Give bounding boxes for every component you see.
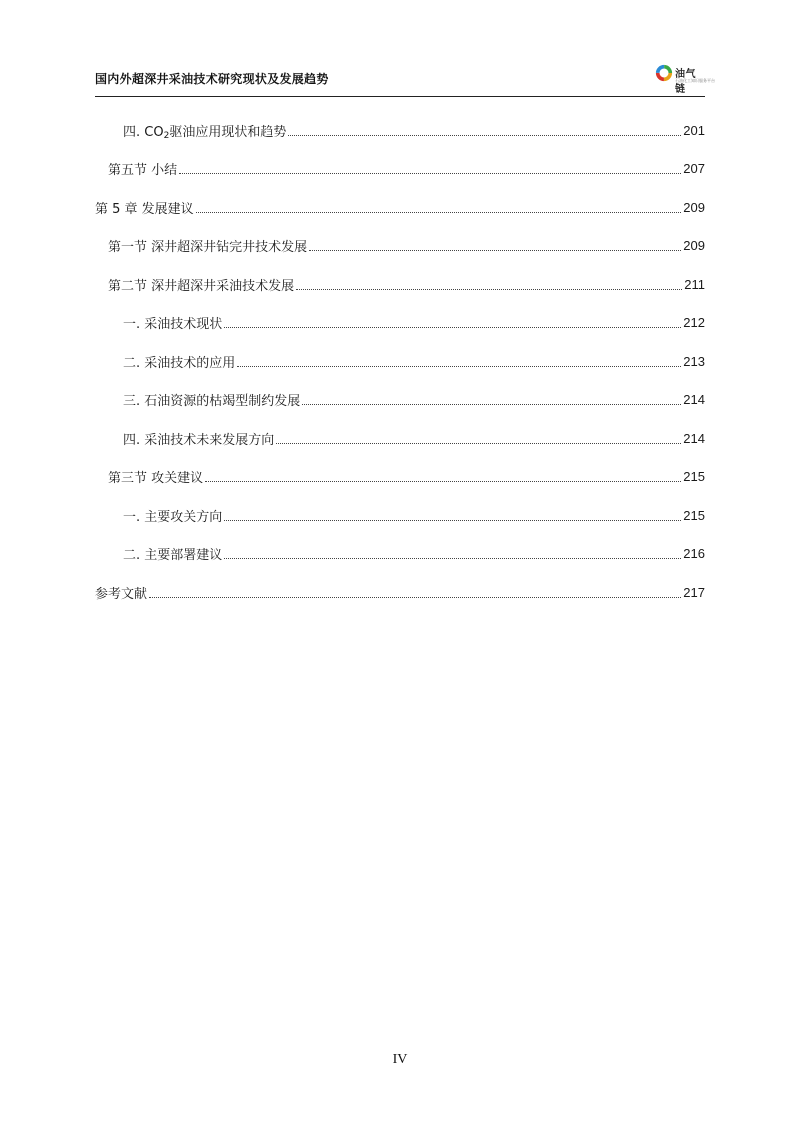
logo-name: 油气链 xyxy=(675,69,696,95)
toc-entry-page: 201 xyxy=(683,122,705,138)
toc-entry[interactable] xyxy=(95,458,705,497)
toc-entry-page: 213 xyxy=(683,353,705,369)
dot-leader xyxy=(224,558,681,559)
toc-entry[interactable] xyxy=(95,188,705,227)
ring-logo-icon xyxy=(655,64,673,82)
toc-entry[interactable] xyxy=(95,381,705,420)
toc-entry[interactable] xyxy=(95,419,705,458)
toc-entry-label: 四. $CO_2$驱油应用现状和趋势 xyxy=(123,124,287,141)
toc-entry-label: 第三节 攻关建议 xyxy=(108,471,204,487)
toc-entry-page: 215 xyxy=(683,469,705,485)
toc-entry-label: 参考文献 xyxy=(95,586,148,602)
toc-entry-label: 一. 主要攻关方向 xyxy=(123,509,223,525)
dot-leader xyxy=(224,327,681,328)
dot-leader xyxy=(296,289,682,290)
toc-entry-page: 212 xyxy=(683,315,705,331)
logo-tagline: 石油化工知识服务平台 xyxy=(675,78,715,83)
toc-entry[interactable] xyxy=(95,496,705,535)
toc-entry-page: 214 xyxy=(683,430,705,446)
toc-entry-label: 一. 采油技术现状 xyxy=(123,317,223,333)
toc-entry-label: 二. 主要部署建议 xyxy=(123,548,223,564)
toc-entry[interactable] xyxy=(95,227,705,266)
dot-leader xyxy=(309,250,681,251)
toc-entry-page: 216 xyxy=(683,546,705,562)
dot-leader xyxy=(179,173,681,174)
dot-leader xyxy=(196,212,682,213)
toc-entry[interactable] xyxy=(95,150,705,189)
dot-leader xyxy=(302,404,681,405)
page-number: IV xyxy=(392,1052,408,1067)
toc-entry-label: 四. 采油技术未来发展方向 xyxy=(123,432,275,448)
toc-entry-label: 第五节 小结 xyxy=(108,163,178,179)
toc-entry-page: 214 xyxy=(683,392,705,408)
toc-entry[interactable] xyxy=(95,111,705,150)
toc-entry-page: 209 xyxy=(683,199,705,215)
publisher-logo xyxy=(655,62,715,95)
toc-entry[interactable] xyxy=(95,573,705,612)
toc-entry-label: 第一节 深井超深井钻完井技术发展 xyxy=(108,240,308,256)
toc-entry-label: 三. 石油资源的枯竭型制约发展 xyxy=(123,394,301,410)
toc-entry-label: 第二节 深井超深井采油技术发展 xyxy=(108,278,295,294)
toc-entry-page: 211 xyxy=(684,276,705,292)
toc-entry[interactable] xyxy=(95,535,705,574)
toc-entry-label: 第 5 章 发展建议 xyxy=(95,201,194,217)
toc-entry[interactable] xyxy=(95,304,705,343)
page-header xyxy=(95,58,715,97)
toc-entry-page: 207 xyxy=(683,161,705,177)
dot-leader xyxy=(205,481,681,482)
dot-leader xyxy=(237,366,681,367)
toc-entry-label: 二. 采油技术的应用 xyxy=(123,355,236,371)
toc-entry[interactable] xyxy=(95,342,705,381)
dot-leader xyxy=(224,520,681,521)
table-of-contents xyxy=(95,111,705,612)
toc-entry-page: 209 xyxy=(683,238,705,254)
toc-entry-page: 215 xyxy=(683,507,705,523)
toc-entry-page: 217 xyxy=(683,584,705,600)
document-title: 国内外超深井采油技术研究现状及发展趋势 xyxy=(95,72,329,86)
dot-leader xyxy=(149,597,681,598)
dot-leader xyxy=(288,135,681,136)
toc-entry[interactable] xyxy=(95,265,705,304)
dot-leader xyxy=(276,443,681,444)
